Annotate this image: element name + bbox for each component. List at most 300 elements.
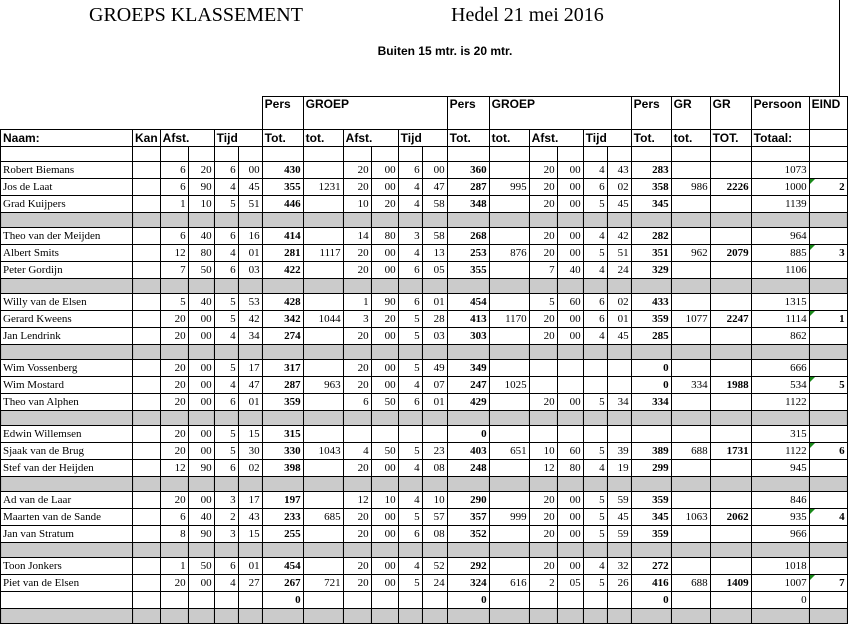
participant-name: Jan Lendrink: [1, 328, 133, 345]
cell-g1: 1044: [303, 311, 343, 328]
cell-p2: 247: [447, 377, 489, 394]
cell-c1: [529, 592, 557, 609]
hdr-gr-2: GR: [710, 97, 751, 130]
cell-v1: 4: [583, 558, 607, 575]
cell-eind: [809, 360, 847, 377]
empty-cell: [133, 279, 161, 294]
empty-cell: [238, 213, 262, 228]
empty-cell: [343, 147, 371, 162]
cell-p3: 416: [631, 575, 671, 592]
cell-b1: 20: [343, 360, 371, 377]
cell-a2: 00: [188, 575, 214, 592]
cell-a1: 6: [160, 509, 188, 526]
cell-v1: 4: [583, 228, 607, 245]
cell-a1: 1: [160, 558, 188, 575]
hdr-groep-1: GROEP: [303, 97, 447, 130]
empty-cell: [188, 279, 214, 294]
empty-cell: [607, 543, 631, 558]
empty-cell: [160, 213, 188, 228]
empty-cell: [557, 477, 583, 492]
cell-p1: 446: [262, 196, 303, 213]
cell-g2: [489, 426, 529, 443]
table-row: [1, 311, 848, 328]
kan-cell: [133, 328, 161, 345]
cell-v1: [583, 360, 607, 377]
empty-cell: [489, 609, 529, 624]
cell-t2: 27: [238, 575, 262, 592]
cell-b1: 10: [343, 196, 371, 213]
cell-b1: 20: [343, 558, 371, 575]
cell-g2: [489, 360, 529, 377]
cell-v2: 01: [607, 311, 631, 328]
cell-a1: 8: [160, 526, 188, 543]
cell-eind: [809, 228, 847, 245]
cell-b1: [343, 592, 371, 609]
cell-b1: 20: [343, 179, 371, 196]
cell-p1: 315: [262, 426, 303, 443]
cell-v2: 34: [607, 394, 631, 411]
cell-gr: 1063: [671, 509, 710, 526]
cell-b1: 6: [343, 394, 371, 411]
cell-a2: 50: [188, 262, 214, 279]
empty-cell: [214, 477, 238, 492]
cell-c2: 00: [557, 162, 583, 179]
cell-gr: 962: [671, 245, 710, 262]
empty-cell: [398, 411, 422, 426]
cell-u1: 5: [398, 311, 422, 328]
cell-b1: [343, 426, 371, 443]
empty-cell: [188, 345, 214, 360]
kan-cell: [133, 575, 161, 592]
hdr-tot-g2: tot.: [489, 130, 529, 147]
comment-marker-icon: [810, 377, 815, 382]
cell-p3: 345: [631, 509, 671, 526]
cell-p2: 349: [447, 360, 489, 377]
cell-t1: 5: [214, 294, 238, 311]
cell-u2: 01: [422, 294, 447, 311]
cell-g2: [489, 294, 529, 311]
cell-a2: 00: [188, 360, 214, 377]
cell-eind: [809, 328, 847, 345]
cell-c2: 60: [557, 294, 583, 311]
empty-cell: [631, 477, 671, 492]
cell-p1: 454: [262, 558, 303, 575]
empty-cell: [262, 147, 303, 162]
cell-tot: 1007: [751, 575, 809, 592]
cell-g2: [489, 394, 529, 411]
cell-u1: 4: [398, 492, 422, 509]
cell-g2: [489, 526, 529, 543]
cell-eind: [809, 394, 847, 411]
cell-v2: 02: [607, 294, 631, 311]
table-row: [1, 360, 848, 377]
cell-u2: 49: [422, 360, 447, 377]
cell-a2: 00: [188, 426, 214, 443]
cell-g1: [303, 394, 343, 411]
cell-a2: 40: [188, 228, 214, 245]
cell-p3: 272: [631, 558, 671, 575]
empty-cell: [671, 279, 710, 294]
cell-tot: 0: [751, 592, 809, 609]
cell-b1: 20: [343, 245, 371, 262]
empty-cell: [214, 543, 238, 558]
cell-tot: 1122: [751, 443, 809, 460]
cell-c1: [529, 360, 557, 377]
cell-a1: [160, 592, 188, 609]
cell-u2: 07: [422, 377, 447, 394]
separator-row: [1, 609, 848, 624]
cell-b2: 90: [371, 294, 398, 311]
empty-cell: [583, 543, 607, 558]
cell-p3: 334: [631, 394, 671, 411]
empty-cell: [529, 279, 557, 294]
cell-eind: [809, 196, 847, 213]
cell-c2: 00: [557, 394, 583, 411]
cell-b1: 20: [343, 328, 371, 345]
empty-cell: [343, 279, 371, 294]
participant-name: Toon Jonkers: [1, 558, 133, 575]
cell-gr: [671, 228, 710, 245]
cell-t1: 6: [214, 460, 238, 477]
table-row: [1, 162, 848, 179]
empty-cell: [583, 213, 607, 228]
empty-cell: [631, 411, 671, 426]
empty-cell: [751, 279, 809, 294]
cell-c2: 00: [557, 509, 583, 526]
hdr-totaal: Totaal:: [751, 130, 809, 147]
empty-cell: [671, 543, 710, 558]
cell-p1: 274: [262, 328, 303, 345]
empty-cell: [751, 411, 809, 426]
cell-c2: 00: [557, 328, 583, 345]
empty-cell: [671, 477, 710, 492]
cell-a2: 40: [188, 509, 214, 526]
cell-t1: 5: [214, 360, 238, 377]
empty-cell: [607, 411, 631, 426]
cell-a1: 7: [160, 262, 188, 279]
empty-cell: [303, 411, 343, 426]
cell-eind: 6: [809, 443, 847, 460]
cell-gr: 688: [671, 443, 710, 460]
empty-cell: [710, 543, 751, 558]
kan-cell: [133, 311, 161, 328]
cell-t1: 4: [214, 179, 238, 196]
cell-a1: 6: [160, 179, 188, 196]
empty-cell: [262, 279, 303, 294]
kan-cell: [133, 262, 161, 279]
empty-cell: [371, 213, 398, 228]
cell-c2: 00: [557, 492, 583, 509]
empty-cell: [671, 147, 710, 162]
cell-grt: [710, 592, 751, 609]
cell-gr: [671, 558, 710, 575]
cell-b1: 1: [343, 294, 371, 311]
empty-cell: [671, 213, 710, 228]
hdr-pers-3: Pers: [631, 97, 671, 130]
empty-cell: [809, 147, 847, 162]
cell-c1: 20: [529, 311, 557, 328]
comment-marker-icon: [810, 443, 815, 448]
cell-grt: [710, 460, 751, 477]
empty-cell: [529, 477, 557, 492]
hdr-tot-2: Tot.: [447, 130, 489, 147]
kan-cell: [133, 460, 161, 477]
hdr-tot-g3: tot.: [671, 130, 710, 147]
kan-cell: [133, 196, 161, 213]
cell-g1: 963: [303, 377, 343, 394]
empty-cell: [343, 213, 371, 228]
cell-c1: [529, 377, 557, 394]
cell-v2: [607, 426, 631, 443]
empty-cell: [214, 609, 238, 624]
hdr-naam: Naam:: [1, 130, 133, 147]
cell-u1: 4: [398, 196, 422, 213]
cell-c2: 00: [557, 245, 583, 262]
cell-u2: 52: [422, 558, 447, 575]
empty-cell: [489, 411, 529, 426]
cell-b1: 20: [343, 509, 371, 526]
cell-p3: 282: [631, 228, 671, 245]
empty-cell: [422, 147, 447, 162]
cell-p2: 352: [447, 526, 489, 543]
cell-c2: 00: [557, 526, 583, 543]
hdr-afst-1: Afst.: [160, 130, 214, 147]
empty-cell: [422, 279, 447, 294]
cell-tot: 1122: [751, 394, 809, 411]
cell-u1: 3: [398, 228, 422, 245]
empty-cell: [557, 213, 583, 228]
cell-a2: 50: [188, 558, 214, 575]
empty-cell: [238, 411, 262, 426]
empty-cell: [751, 543, 809, 558]
cell-t2: 03: [238, 262, 262, 279]
cell-gr: [671, 294, 710, 311]
empty-cell: [188, 213, 214, 228]
empty-cell: [238, 345, 262, 360]
cell-g2: 1170: [489, 311, 529, 328]
cell-v2: [607, 377, 631, 394]
empty-cell: [1, 411, 133, 426]
empty-cell: [303, 213, 343, 228]
hdr-pers-2: Pers: [447, 97, 489, 130]
cell-g1: [303, 328, 343, 345]
cell-p2: 268: [447, 228, 489, 245]
cell-tot: 1018: [751, 558, 809, 575]
empty-cell: [422, 543, 447, 558]
cell-c2: 80: [557, 460, 583, 477]
hdr-eind: EIND: [809, 97, 847, 130]
participant-name: Wim Vossenberg: [1, 360, 133, 377]
empty-cell: [1, 609, 133, 624]
cell-gr: 334: [671, 377, 710, 394]
hdr-tot-g1: tot.: [303, 130, 343, 147]
cell-v1: 5: [583, 196, 607, 213]
kan-cell: [133, 179, 161, 196]
empty-cell: [447, 543, 489, 558]
cell-t1: 3: [214, 492, 238, 509]
cell-g2: 999: [489, 509, 529, 526]
cell-t2: 01: [238, 558, 262, 575]
cell-tot: 846: [751, 492, 809, 509]
empty-cell: [371, 477, 398, 492]
cell-c1: 2: [529, 575, 557, 592]
participant-name: Robert Biemans: [1, 162, 133, 179]
hdr-gr: GR: [671, 97, 710, 130]
participant-name: Jan van Stratum: [1, 526, 133, 543]
cell-t2: 34: [238, 328, 262, 345]
cell-c1: 7: [529, 262, 557, 279]
cell-g1: [303, 360, 343, 377]
empty-cell: [447, 147, 489, 162]
cell-v2: 39: [607, 443, 631, 460]
empty-cell: [133, 543, 161, 558]
empty-cell: [238, 609, 262, 624]
empty-cell: [489, 213, 529, 228]
cell-c1: 20: [529, 526, 557, 543]
cell-u2: 08: [422, 460, 447, 477]
empty-cell: [422, 345, 447, 360]
cell-tot: 1106: [751, 262, 809, 279]
cell-b2: [371, 426, 398, 443]
empty-cell: [607, 345, 631, 360]
cell-gr: [671, 592, 710, 609]
cell-grt: 2079: [710, 245, 751, 262]
comment-marker-icon: [810, 509, 815, 514]
kan-cell: [133, 492, 161, 509]
participant-name: Ad van de Laar: [1, 492, 133, 509]
cell-v1: 4: [583, 460, 607, 477]
cell-p2: 0: [447, 592, 489, 609]
cell-grt: 2226: [710, 179, 751, 196]
empty-cell: [607, 213, 631, 228]
empty-cell: [809, 477, 847, 492]
empty-cell: [751, 147, 809, 162]
cell-p1: 0: [262, 592, 303, 609]
cell-b2: 00: [371, 558, 398, 575]
column-divider: [839, 0, 840, 96]
cell-c1: 20: [529, 228, 557, 245]
cell-p3: [631, 426, 671, 443]
empty-cell: [371, 609, 398, 624]
empty-cell: [751, 609, 809, 624]
empty-cell: [529, 345, 557, 360]
cell-v2: 42: [607, 228, 631, 245]
empty-cell: [557, 279, 583, 294]
cell-t1: 6: [214, 228, 238, 245]
cell-g2: 995: [489, 179, 529, 196]
cell-u2: 28: [422, 311, 447, 328]
cell-v1: 4: [583, 162, 607, 179]
cell-p3: 0: [631, 377, 671, 394]
empty-cell: [583, 345, 607, 360]
empty-cell: [1, 543, 133, 558]
cell-u2: 05: [422, 262, 447, 279]
empty-cell: [343, 609, 371, 624]
cell-u2: 03: [422, 328, 447, 345]
empty-cell: [262, 213, 303, 228]
empty-cell: [238, 147, 262, 162]
empty-cell: [133, 213, 161, 228]
cell-b2: 00: [371, 377, 398, 394]
cell-a2: [188, 592, 214, 609]
empty-cell: [262, 411, 303, 426]
cell-a2: 90: [188, 460, 214, 477]
hdr-pers-1: Pers: [262, 97, 303, 130]
cell-u1: [398, 426, 422, 443]
kan-cell: [133, 509, 161, 526]
cell-t2: 17: [238, 492, 262, 509]
cell-p3: 285: [631, 328, 671, 345]
cell-t1: 3: [214, 526, 238, 543]
table-row: [1, 460, 848, 477]
empty-cell: [343, 477, 371, 492]
participant-name: Peter Gordijn: [1, 262, 133, 279]
cell-c1: 10: [529, 443, 557, 460]
cell-u2: [422, 426, 447, 443]
table-row: [1, 328, 848, 345]
cell-gr: [671, 460, 710, 477]
empty-cell: [398, 609, 422, 624]
cell-t2: 30: [238, 443, 262, 460]
cell-v1: [583, 592, 607, 609]
kan-cell: [133, 162, 161, 179]
cell-gr: [671, 262, 710, 279]
empty-cell: [583, 477, 607, 492]
cell-p3: 359: [631, 492, 671, 509]
cell-p1: 398: [262, 460, 303, 477]
cell-u2: 01: [422, 394, 447, 411]
cell-t2: 15: [238, 426, 262, 443]
empty-cell: [398, 477, 422, 492]
cell-p2: 292: [447, 558, 489, 575]
kan-cell: [133, 443, 161, 460]
cell-g1: 1117: [303, 245, 343, 262]
cell-p3: 0: [631, 592, 671, 609]
cell-c2: 05: [557, 575, 583, 592]
cell-a1: 20: [160, 575, 188, 592]
empty-cell: [447, 411, 489, 426]
hdr-kan: Kan: [133, 130, 161, 147]
empty-cell: [214, 213, 238, 228]
cell-a2: 00: [188, 328, 214, 345]
cell-c2: 00: [557, 558, 583, 575]
cell-b1: 20: [343, 460, 371, 477]
cell-p2: 413: [447, 311, 489, 328]
table-row: [1, 294, 848, 311]
kan-cell: [133, 558, 161, 575]
cell-u1: 5: [398, 443, 422, 460]
cell-u2: 47: [422, 179, 447, 196]
comment-marker-icon: [810, 311, 815, 316]
kan-cell: [133, 394, 161, 411]
cell-a1: 20: [160, 328, 188, 345]
participant-name: Theo van Alphen: [1, 394, 133, 411]
table-row: [1, 196, 848, 213]
empty-cell: [557, 543, 583, 558]
cell-gr: [671, 162, 710, 179]
table-row: [1, 262, 848, 279]
cell-grt: [710, 162, 751, 179]
empty-cell: [751, 477, 809, 492]
cell-b2: 00: [371, 162, 398, 179]
cell-tot: 534: [751, 377, 809, 394]
cell-c1: 20: [529, 245, 557, 262]
cell-a1: 20: [160, 394, 188, 411]
cell-p1: 414: [262, 228, 303, 245]
cell-eind: 5: [809, 377, 847, 394]
cell-u1: 6: [398, 526, 422, 543]
empty-cell: [133, 345, 161, 360]
